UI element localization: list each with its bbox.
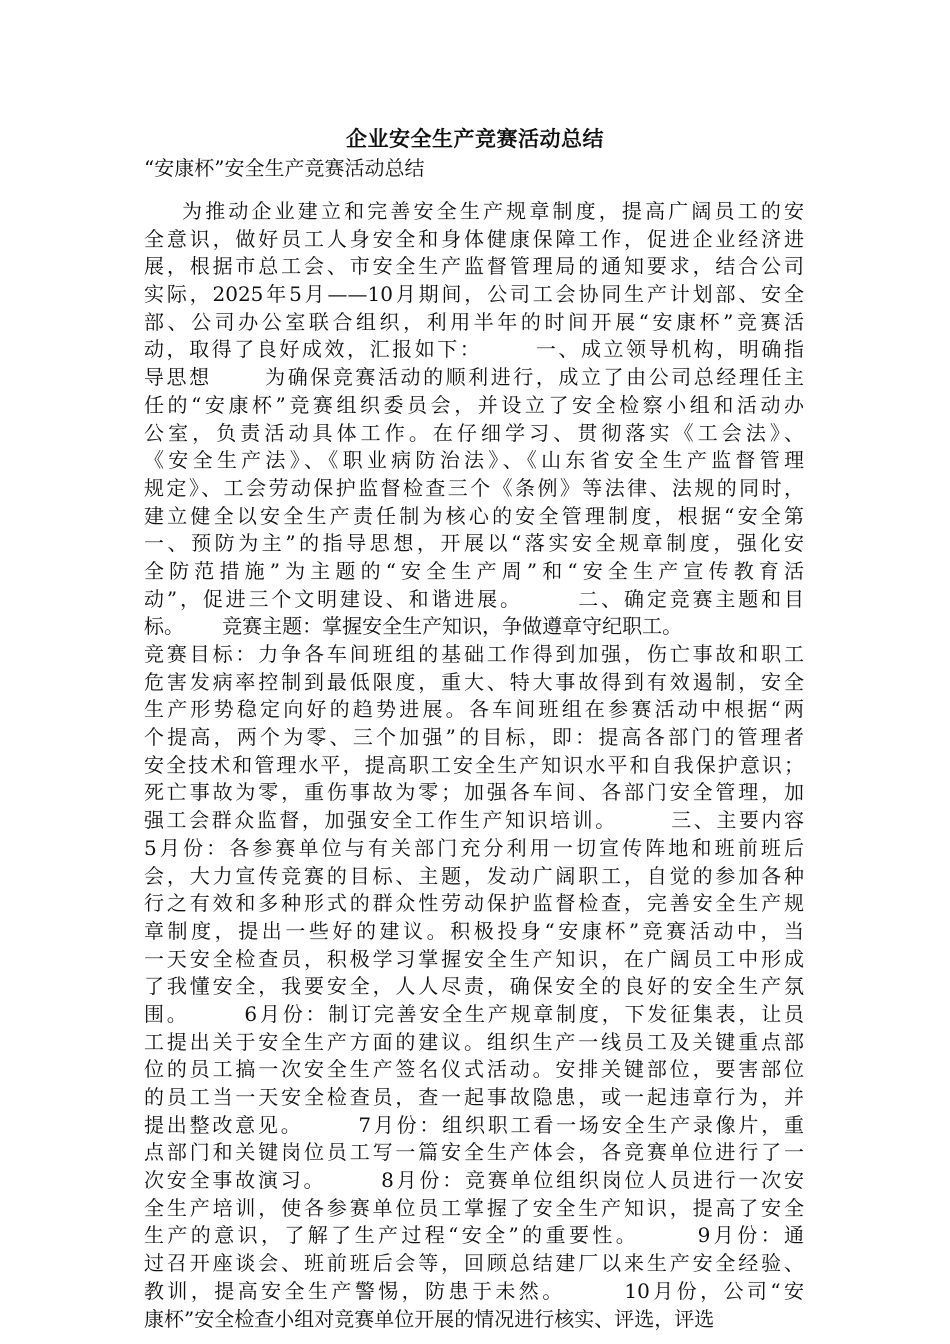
body-line: 工提出关于安全生产方面的建议。组织生产一线员工及关键重点部 [144, 1029, 804, 1054]
body-line: 全生产培训，使各参赛单位员工掌握了安全生产知识，提高了安全 [144, 1195, 804, 1220]
body-line: 位的员工搞一次安全生产签名仪式活动。安排关键部位，要害部位 [144, 1057, 804, 1082]
body-line: 公室，负责活动具体工作。在仔细学习、贯彻落实《工会法》、 [144, 420, 804, 445]
body-line: 次安全事故演习。 8月份：竞赛单位组织岗位人员进行一次安 [144, 1168, 804, 1193]
body-line: 为推动企业建立和完善安全生产规章制度，提高广阔员工的安 [144, 199, 804, 223]
body-line: 部、公司办公室联合组织，利用半年的时间开展“安康杯”竞赛活 [144, 309, 804, 334]
body-line: 全意识，做好员工人身安全和身体健康保障工作，促进企业经济进 [144, 226, 804, 251]
body-line: 康杯”安全检查小组对竞赛单位开展的情况进行核实、评选，评选 [144, 1306, 715, 1331]
body-line: 的员工当一天安全检查员，查一起事故隐患，或一起违章行为，并 [144, 1085, 804, 1109]
body-line: 建立健全以安全生产责任制为核心的安全管理制度，根据“安全第 [144, 503, 804, 528]
body-line: 死亡事故为零，重伤事故为零；加强各车间、各部门安全管理，加 [144, 780, 804, 805]
body-line: 《安全生产法》、《职业病防治法》、《山东省安全生产监督管理 [144, 448, 804, 473]
body-line: 标。 竞赛主题：掌握安全生产知识，争做遵章守纪职工。 [144, 614, 683, 639]
body-line: 实际，2025年5月——10月期间，公司工会协同生产计划部、安全 [144, 282, 804, 307]
body-line: 生产的意识，了解了生产过程“安全”的重要性。 9月份：通 [144, 1223, 804, 1248]
body-line: 动，取得了良好成效，汇报如下： 一、成立领导机构，明确指 [144, 337, 804, 362]
body-line: 行之有效和多种形式的群众性劳动保护监督检查，完善安全生产规 [144, 891, 804, 916]
body-line: 任的“安康杯”竞赛组织委员会，并设立了安全检察小组和活动办 [144, 392, 804, 417]
body-line: 一天安全检查员，积极学习掌握安全生产知识，在广阔员工中形成 [144, 946, 804, 971]
body-line: 了我懂安全，我要安全，人人尽责，确保安全的良好的安全生产氛 [144, 974, 804, 999]
body-line: 提出整改意见。 7月份：组织职工看一场安全生产录像片，重 [144, 1112, 804, 1137]
body-line: 5月份：各参赛单位与有关部门充分利用一切宣传阵地和班前班后 [144, 835, 804, 860]
body-line: 章制度，提出一些好的建议。积极投身“安康杯”竞赛活动中，当 [144, 918, 804, 943]
body-line: 一、预防为主”的指导思想，开展以“落实安全规章制度，强化安 [144, 531, 804, 556]
body-line: 点部门和关键岗位员工写一篇安全生产体会，各竞赛单位进行了一 [144, 1140, 804, 1165]
body-line: 过召开座谈会、班前班后会等，回顾总结建厂以来生产安全经验、 [144, 1251, 804, 1276]
body-line: 个提高，两个为零、三个加强”的目标，即：提高各部门的管理者 [144, 725, 804, 750]
body-line: 动”，促进三个文明建设、和谐进展。 二、确定竞赛主题和目 [144, 586, 804, 611]
body-line: 会，大力宣传竞赛的目标、主题，发动广阔职工，自觉的参加各种 [144, 863, 804, 888]
document-subtitle: “安康杯”安全生产竞赛活动总结 [144, 156, 425, 180]
body-line: 生产形势稳定向好的趋势进展。各车间班组在参赛活动中根据“两 [144, 697, 804, 722]
body-line: 导思想 为确保竞赛活动的顺利进行，成立了由公司总经理任主 [144, 365, 804, 390]
document-body [144, 198, 804, 1333]
body-line: 全防范措施”为主题的“安全生产周”和“安全生产宣传教育活 [144, 558, 804, 583]
body-line: 安全技术和管理水平，提高职工安全生产知识水平和自我保护意识； [144, 752, 804, 777]
body-line: 强工会群众监督，加强安全工作生产知识培训。 三、主要内容 [144, 808, 804, 833]
body-line: 竞赛目标：力争各车间班组的基础工作得到加强，伤亡事故和职工 [144, 642, 804, 666]
body-line: 规定》、工会劳动保护监督检查三个《条例》等法律、法规的同时， [144, 475, 804, 500]
body-line: 危害发病率控制到最低限度，重大、特大事故得到有效遏制，安全 [144, 669, 804, 694]
body-line: 教训，提高安全生产警惕，防患于未然。 10月份，公司“安 [144, 1278, 804, 1303]
body-line: 围。 6月份：制订完善安全生产规章制度，下发征集表，让员 [144, 1001, 804, 1026]
document-title: 企业安全生产竞赛活动总结 [346, 126, 604, 151]
body-line: 展，根据市总工会、市安全生产监督管理局的通知要求，结合公司 [144, 254, 804, 279]
